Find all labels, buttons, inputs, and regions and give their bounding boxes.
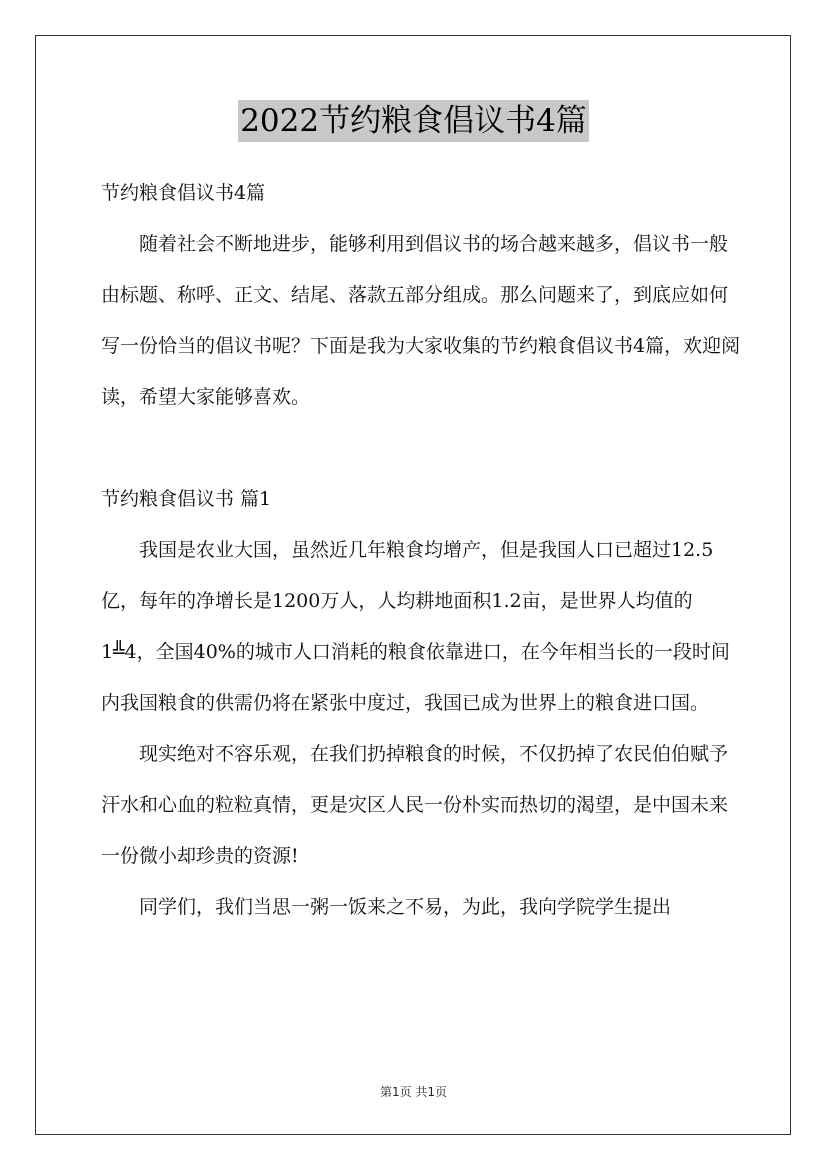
document-title: 2022节约粮食倡议书4篇 [238,100,589,142]
intro-paragraph: 随着社会不断地进步，能够利用到倡议书的场合越来越多，倡议书一般由标题、称呼、正文、结尾、落款五部分组成。那么问题来了，到底应如何写一份恰当的倡议书呢？下面是我为大家收集的节约粮食倡议书4篇，欢迎阅读，希望大家能够喜欢。 [101,233,741,408]
title-container [0,100,827,142]
body-paragraph-1: 我国是农业大国，虽然近几年粮食均增产，但是我国人口已超过12.5亿，每年的净增长是1200万人，人均耕地面积1.2亩，是世界人均值的1╩4，全国40%的城市人口消耗的粮食依靠进口，在今年相当长的一段时间内我国粮食的供需仍将在紧张中度过，我国已成为世界上的粮食进口国。 [101,539,730,714]
document-body [101,168,741,933]
paragraph-spacer [101,423,741,474]
subtitle-paragraph: 节约粮食倡议书4篇 [101,182,266,204]
body-paragraph-2: 现实绝对不容乐观，在我们扔掉粮食的时候，不仅扔掉了农民伯伯赋予汗水和心血的粒粒真情，更是灾区人民一份朴实而热切的渴望，是中国未来一份微小却珍贵的资源! [101,743,729,867]
body-paragraph-3: 同学们，我们当思一粥一饭来之不易，为此，我向学院学生提出 [139,896,672,918]
page-footer: 第1页 共1页 [379,1085,448,1099]
section-heading: 节约粮食倡议书 篇1 [101,488,272,510]
